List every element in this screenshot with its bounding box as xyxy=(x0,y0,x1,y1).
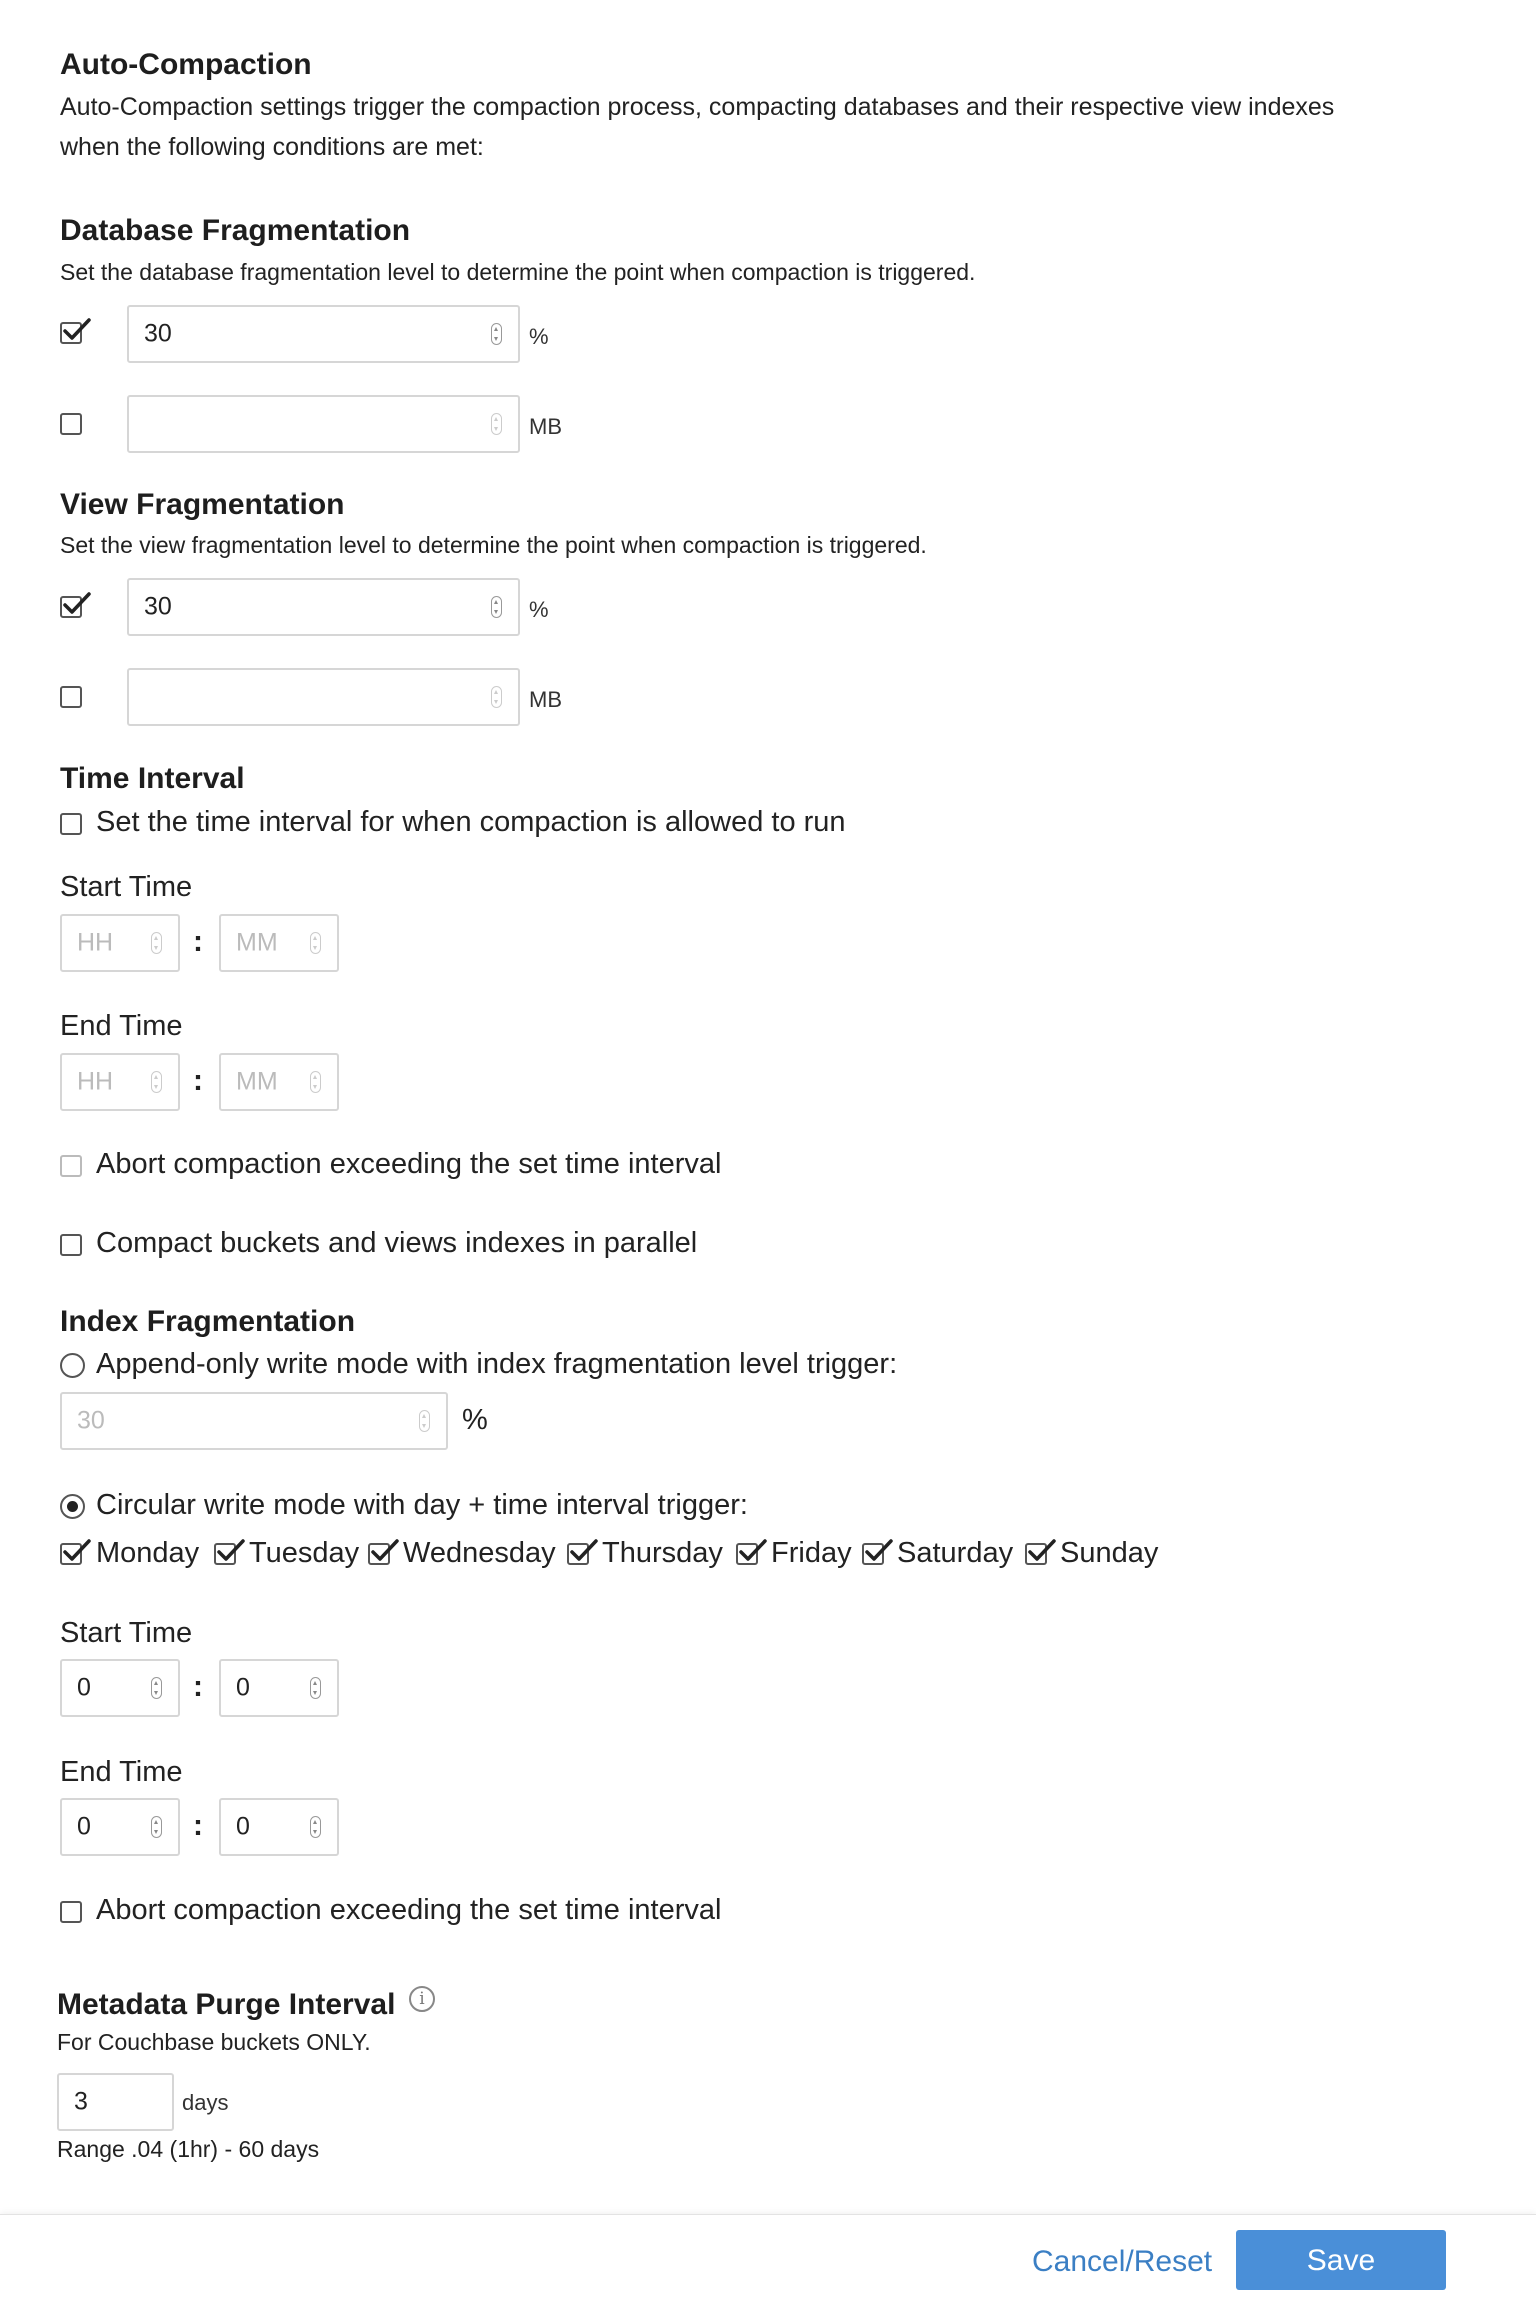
database-fragmentation-title: Database Fragmentation xyxy=(60,214,411,247)
view-size-unit: MB xyxy=(529,687,562,712)
db-percent-value: 30 xyxy=(144,319,172,348)
day-label-sunday: Sunday xyxy=(1060,1537,1159,1569)
spinner-icon[interactable] xyxy=(491,413,502,435)
append-fragmentation-value: 30 xyxy=(77,1406,105,1435)
spinner-icon[interactable] xyxy=(491,596,502,618)
db-size-checkbox[interactable] xyxy=(60,413,82,435)
checkmark-icon xyxy=(368,1538,398,1566)
view-size-input[interactable] xyxy=(127,668,520,726)
start-hour-value: 0 xyxy=(77,1673,91,1702)
time-separator: : xyxy=(193,925,203,958)
form-footer xyxy=(0,2214,1536,2307)
spinner-icon[interactable] xyxy=(310,1071,321,1093)
day-checkbox-tuesday[interactable] xyxy=(214,1543,236,1565)
ti-start-minute-input[interactable] xyxy=(219,914,339,972)
time-interval-checkbox[interactable] xyxy=(60,813,82,835)
ti-end-minute-input[interactable] xyxy=(219,1053,339,1111)
metadata-purge-unit: days xyxy=(182,2090,229,2115)
ti-abort-checkbox[interactable] xyxy=(60,1155,82,1177)
day-label-wednesday: Wednesday xyxy=(403,1537,556,1569)
if-abort-label: Abort compaction exceeding the set time interval xyxy=(96,1894,722,1926)
day-label-tuesday: Tuesday xyxy=(249,1537,360,1569)
spinner-icon[interactable] xyxy=(419,1410,430,1432)
metadata-purge-title: Metadata Purge Interval xyxy=(57,1988,396,2021)
append-only-label: Append-only write mode with index fragmentation level trigger: xyxy=(96,1348,898,1380)
db-size-unit: MB xyxy=(529,414,562,439)
if-start-time-label: Start Time xyxy=(60,1617,193,1649)
metadata-purge-range: Range .04 (1hr) - 60 days xyxy=(57,2136,320,2162)
db-percent-unit: % xyxy=(529,324,549,349)
auto-compaction-description-line1: Auto-Compaction settings trigger the compaction process, compacting databases and their respective view indexes xyxy=(60,93,1335,121)
hour-placeholder: HH xyxy=(77,928,114,957)
spinner-icon[interactable] xyxy=(151,1816,162,1838)
spinner-icon[interactable] xyxy=(310,1677,321,1699)
ti-abort-label: Abort compaction exceeding the set time interval xyxy=(96,1148,722,1180)
view-percent-checkbox[interactable] xyxy=(60,596,82,618)
day-checkbox-thursday[interactable] xyxy=(567,1543,589,1565)
spinner-icon[interactable] xyxy=(151,932,162,954)
start-minute-value: 0 xyxy=(236,1673,250,1702)
view-percent-value: 30 xyxy=(144,592,172,621)
day-checkbox-saturday[interactable] xyxy=(862,1543,884,1565)
save-button[interactable]: Save xyxy=(1236,2230,1446,2290)
spinner-icon[interactable] xyxy=(310,932,321,954)
info-icon[interactable]: i xyxy=(409,1986,435,2012)
minute-placeholder: MM xyxy=(236,928,278,957)
db-percent-checkbox[interactable] xyxy=(60,322,82,344)
index-fragmentation-title: Index Fragmentation xyxy=(60,1305,356,1338)
circular-mode-label: Circular write mode with day + time interval trigger: xyxy=(96,1489,748,1521)
time-interval-title: Time Interval xyxy=(60,762,245,795)
checkmark-icon xyxy=(862,1538,892,1566)
auto-compaction-title: Auto-Compaction xyxy=(60,48,312,81)
end-minute-value: 0 xyxy=(236,1812,250,1841)
append-fragmentation-input[interactable] xyxy=(60,1392,448,1450)
checkmark-icon xyxy=(60,591,90,619)
metadata-purge-note: For Couchbase buckets ONLY. xyxy=(57,2029,371,2055)
checkmark-icon xyxy=(1025,1538,1055,1566)
append-only-radio[interactable] xyxy=(60,1353,85,1378)
if-end-time-label: End Time xyxy=(60,1756,183,1788)
day-checkbox-sunday[interactable] xyxy=(1025,1543,1047,1565)
hour-placeholder: HH xyxy=(77,1067,114,1096)
cancel-reset-link[interactable]: Cancel/Reset xyxy=(1032,2245,1213,2278)
time-separator: : xyxy=(193,1809,203,1842)
parallel-label: Compact buckets and views indexes in parallel xyxy=(96,1227,698,1259)
checkmark-icon xyxy=(214,1538,244,1566)
spinner-icon[interactable] xyxy=(310,1816,321,1838)
ti-end-time-label: End Time xyxy=(60,1010,183,1042)
spinner-icon[interactable] xyxy=(151,1677,162,1699)
view-percent-unit: % xyxy=(529,597,549,622)
view-fragmentation-title: View Fragmentation xyxy=(60,488,345,521)
database-fragmentation-description: Set the database fragmentation level to determine the point when compaction is triggered. xyxy=(60,259,976,285)
if-end-hour-input[interactable] xyxy=(60,1798,180,1856)
metadata-purge-value: 3 xyxy=(74,2087,88,2116)
end-hour-value: 0 xyxy=(77,1812,91,1841)
day-label-monday: Monday xyxy=(96,1537,200,1569)
day-label-saturday: Saturday xyxy=(897,1537,1014,1569)
db-percent-input[interactable] xyxy=(127,305,520,363)
minute-placeholder: MM xyxy=(236,1067,278,1096)
time-interval-enable-label: Set the time interval for when compaction is allowed to run xyxy=(96,806,846,838)
if-abort-checkbox[interactable] xyxy=(60,1901,82,1923)
checkmark-icon xyxy=(60,317,90,345)
ti-end-hour-input[interactable] xyxy=(60,1053,180,1111)
view-percent-input[interactable] xyxy=(127,578,520,636)
ti-start-time-label: Start Time xyxy=(60,871,193,903)
append-fragmentation-unit: % xyxy=(462,1404,488,1436)
metadata-purge-input[interactable] xyxy=(57,2073,174,2131)
view-size-checkbox[interactable] xyxy=(60,686,82,708)
time-separator: : xyxy=(193,1064,203,1097)
db-size-input[interactable] xyxy=(127,395,520,453)
if-start-hour-input[interactable] xyxy=(60,1659,180,1717)
checkmark-icon xyxy=(736,1538,766,1566)
day-checkbox-wednesday[interactable] xyxy=(368,1543,390,1565)
checkmark-icon xyxy=(60,1538,90,1566)
day-label-thursday: Thursday xyxy=(602,1537,723,1569)
parallel-checkbox[interactable] xyxy=(60,1234,82,1256)
spinner-icon[interactable] xyxy=(151,1071,162,1093)
auto-compaction-description-line2: when the following conditions are met: xyxy=(60,133,484,161)
if-start-minute-input[interactable] xyxy=(219,1659,339,1717)
day-label-friday: Friday xyxy=(771,1537,852,1569)
ti-start-hour-input[interactable] xyxy=(60,914,180,972)
view-fragmentation-description: Set the view fragmentation level to determine the point when compaction is triggered. xyxy=(60,532,927,558)
if-end-minute-input[interactable] xyxy=(219,1798,339,1856)
day-checkbox-monday[interactable] xyxy=(60,1543,82,1565)
spinner-icon[interactable] xyxy=(491,323,502,345)
spinner-icon[interactable] xyxy=(491,686,502,708)
day-checkbox-friday[interactable] xyxy=(736,1543,758,1565)
checkmark-icon xyxy=(567,1538,597,1566)
circular-mode-radio[interactable] xyxy=(60,1494,85,1519)
time-separator: : xyxy=(193,1670,203,1703)
